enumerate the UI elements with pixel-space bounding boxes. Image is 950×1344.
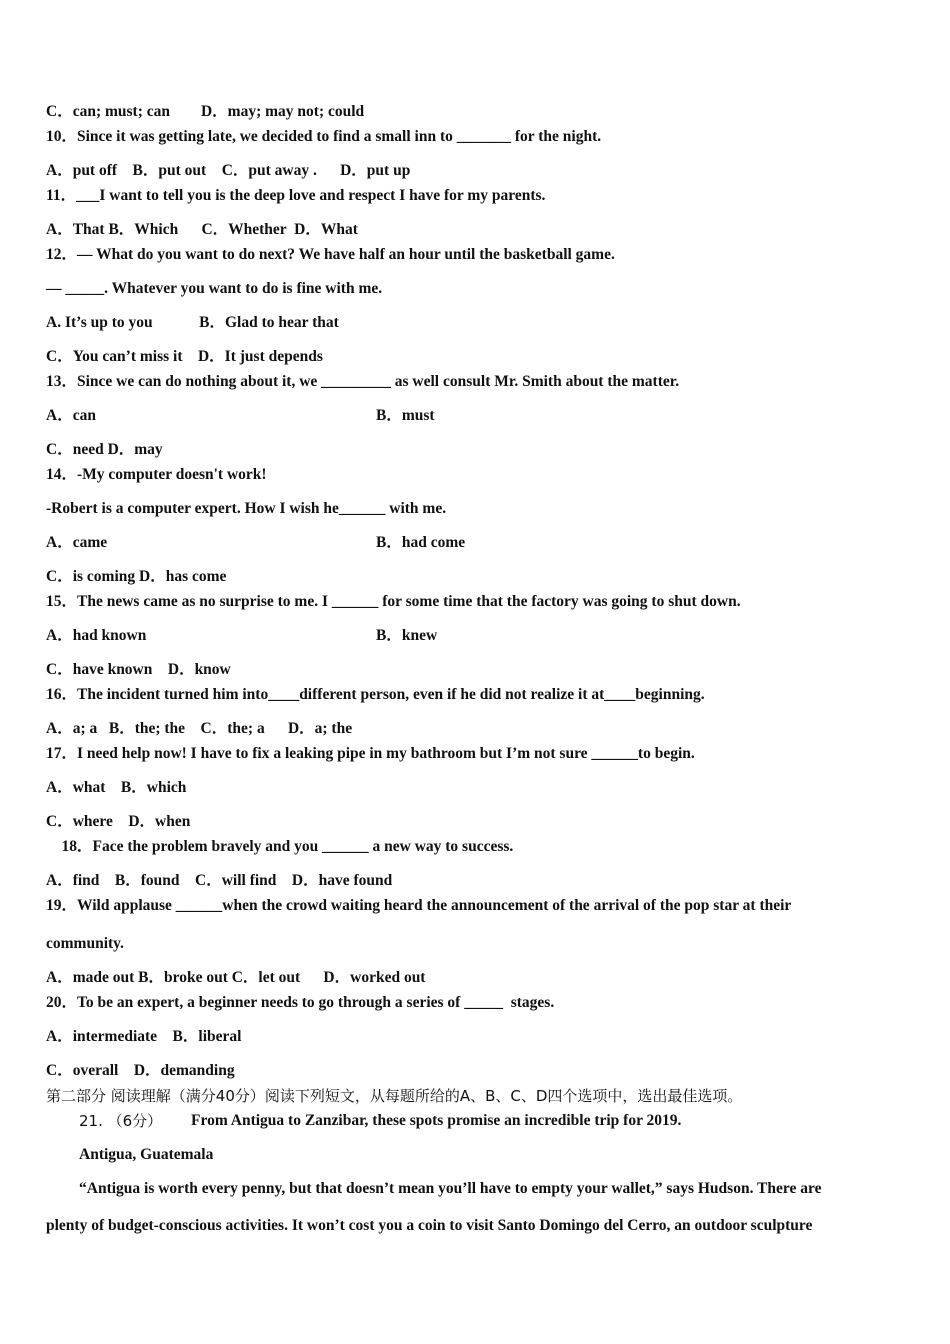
question-16: 16．The incident turned him into____different person, even if he did not realize it at____beginning. xyxy=(46,686,705,703)
question-20-options-ab: A．intermediate B．liberal xyxy=(46,1028,242,1045)
passage-line-2: plenty of budget-conscious activities. It won’t cost you a coin to visit Santo Domingo del Cerro, an outdoor sculpture xyxy=(46,1217,813,1234)
question-14-reply: -Robert is a computer expert. How I wish he______ with me. xyxy=(46,500,447,517)
question-18-options: A．find B．found C．will find D．have found xyxy=(46,872,393,889)
question-15-options-cd: C．have known D．know xyxy=(46,661,231,678)
question-17-options-ab: A．what B．which xyxy=(46,779,187,796)
question-15-option-b: B．knew xyxy=(376,627,438,644)
question-14-options-cd: C．is coming D．has come xyxy=(46,568,227,585)
question-21-number: 21. （6分） xyxy=(79,1112,163,1130)
q9-options-cd: C．can; must; can D．may; may not; could xyxy=(46,103,365,120)
question-10-options: A．put off B．put out C．put away . D．put up xyxy=(46,162,411,179)
question-13-option-b: B．must xyxy=(376,407,435,424)
question-13: 13．Since we can do nothing about it, we _________ as well consult Mr. Smith about the matter. xyxy=(46,373,680,390)
question-12: 12．— What do you want to do next? We have half an hour until the basketball game. xyxy=(46,246,615,263)
passage-line-1: “Antigua is worth every penny, but that doesn’t mean you’ll have to empty your wallet,” says Hudson. There are xyxy=(79,1180,822,1197)
question-19-cont: community. xyxy=(46,935,124,952)
question-18: 18．Face the problem bravely and you ______ a new way to success. xyxy=(46,838,514,855)
question-15-option-a: A．had known xyxy=(46,627,147,644)
question-16-options: A．a; a B．the; the C．the; a D．a; the xyxy=(46,720,353,737)
question-15: 15．The news came as no surprise to me. I ______ for some time that the factory was going to shut down. xyxy=(46,593,741,610)
question-21-title: From Antigua to Zanzibar, these spots promise an incredible trip for 2019. xyxy=(191,1112,682,1129)
question-19-options: A．made out B．broke out C．let out D．worked out xyxy=(46,969,426,986)
question-10: 10．Since it was getting late, we decided to find a small inn to _______ for the night. xyxy=(46,128,602,145)
question-12-reply: — _____. Whatever you want to do is fine with me. xyxy=(46,280,383,297)
question-17-options-cd: C．where D．when xyxy=(46,813,191,830)
question-13-options-cd: C．need D．may xyxy=(46,441,163,458)
question-14: 14．-My computer doesn't work! xyxy=(46,466,267,483)
question-11: 11．___I want to tell you is the deep love and respect I have for my parents. xyxy=(46,187,546,204)
question-19: 19．Wild applause ______when the crowd waiting heard the announcement of the arrival of the pop star at their xyxy=(46,897,792,914)
question-14-option-b: B．had come xyxy=(376,534,466,551)
question-12-options-ab: A. It’s up to you B．Glad to hear that xyxy=(46,314,339,331)
section-title: Antigua, Guatemala xyxy=(79,1146,214,1163)
question-20: 20．To be an expert, a beginner needs to go through a series of _____ stages. xyxy=(46,994,555,1011)
part-two-heading: 第二部分 阅读理解（满分40分）阅读下列短文，从每题所给的A、B、C、D四个选项中，选出最佳选项。 xyxy=(46,1087,743,1105)
question-11-options: A．That B．Which C．Whether D．What xyxy=(46,221,358,238)
question-20-options-cd: C．overall D．demanding xyxy=(46,1062,235,1079)
question-12-options-cd: C．You can’t miss it D．It just depends xyxy=(46,348,323,365)
question-14-option-a: A．came xyxy=(46,534,108,551)
question-13-option-a: A．can xyxy=(46,407,96,424)
question-17: 17．I need help now! I have to fix a leaking pipe in my bathroom but I’m not sure ______to begin. xyxy=(46,745,695,762)
